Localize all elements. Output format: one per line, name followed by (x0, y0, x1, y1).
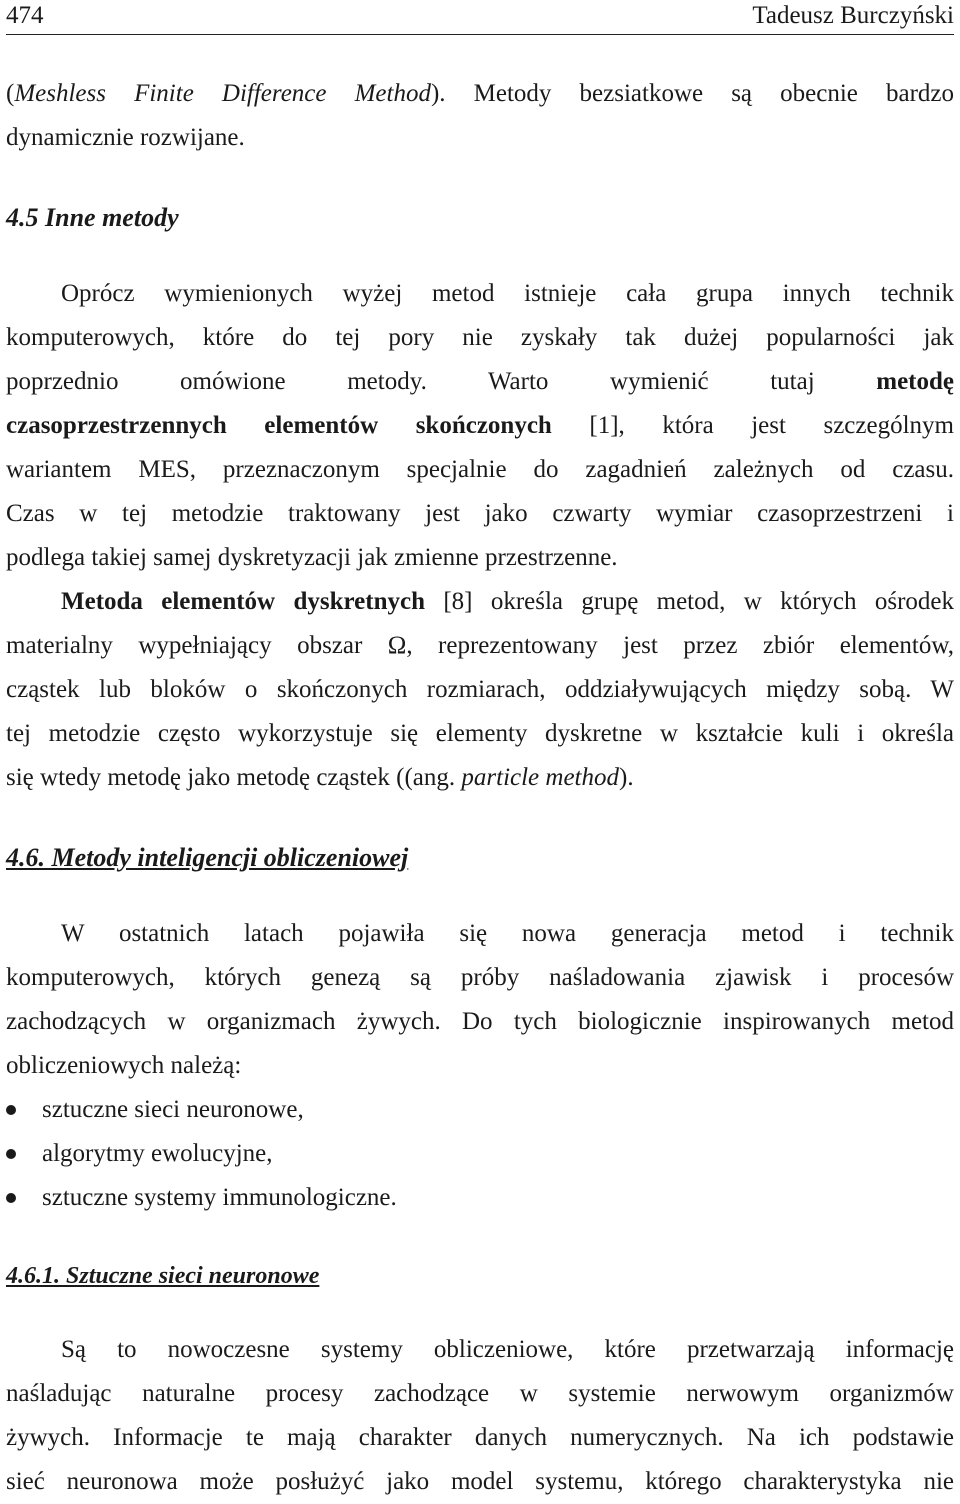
text-line: poprzednio omówione metody. Warto wymienić tutaj metodę (6, 368, 955, 395)
section-4-5-paragraph-2 (6, 580, 954, 800)
intro-paragraph (6, 72, 954, 160)
section-title: 4.5 Inne metody (6, 203, 179, 232)
list-item: sztuczne sieci neuronowe, (6, 1088, 954, 1132)
text-line: Oprócz wymienionych wyżej metod istnieje cała grupa innych technik (61, 280, 954, 307)
section-4-5-paragraph-1 (6, 272, 954, 580)
text-line: W ostatnich latach pojawiła się nowa generacja metod i technik (61, 920, 954, 947)
text-line: naśladując naturalne procesy zachodzące w systemie nerwowym organizmów (6, 1380, 954, 1407)
text-line: cząstek lub bloków o skończonych rozmiarach, oddziaływujących między sobą. W (6, 676, 954, 703)
method-name-italic: Meshless Finite Difference Method (14, 80, 431, 107)
text-line: materialny wypełniający obszar Ω, reprezentowany jest przez zbiór elementów, (6, 632, 954, 659)
bullet-icon (6, 1149, 16, 1159)
bold-term: metodę (876, 368, 955, 395)
section-heading-4-6 (6, 838, 954, 878)
text-line: obliczeniowych należą: (6, 1052, 242, 1079)
text-line: tej metodzie często wykorzystuje się elementy dyskretne w kształcie kuli i określa (6, 720, 954, 747)
text-line: się wtedy metodę jako metodę cząstek ((ang. particle method). (6, 764, 634, 791)
text-line: (Meshless Finite Difference Method). Metody bezsiatkowe są obecnie bardzo (6, 80, 954, 107)
section-4-6-paragraph-1 (6, 912, 954, 1088)
running-header (6, 0, 954, 35)
section-4-6-1-paragraph-1 (6, 1328, 954, 1504)
section-heading-4-5 (6, 198, 954, 238)
bold-term: czasoprzestrzennych elementów skończonych (6, 412, 552, 439)
text-line: czasoprzestrzennych elementów skończonych [1], która jest szczególnym (6, 412, 954, 439)
bullet-icon (6, 1193, 16, 1203)
text-line: Czas w tej metodzie traktowany jest jako czwarty wymiar czasoprzestrzeni i (6, 500, 954, 527)
bullet-list (6, 1088, 954, 1220)
page-number: 474 (6, 2, 44, 29)
bullet-icon (6, 1105, 16, 1115)
text-line: sieć neuronowa może posłużyć jako model systemu, którego charakterystyka nie (6, 1468, 954, 1495)
text-line: komputerowych, które do tej pory nie zyskały tak dużej popularności jak (6, 324, 954, 351)
text-line: wariantem MES, przeznaczonym specjalnie do zagadnień zależnych od czasu. (6, 456, 954, 483)
running-header-author: Tadeusz Burczyński (752, 2, 954, 29)
text-line: komputerowych, których genezą są próby naśladowania zjawisk i procesów (6, 964, 954, 991)
section-heading-4-6-1 (6, 1256, 954, 1296)
text-line: Są to nowoczesne systemy obliczeniowe, które przetwarzają informację (61, 1336, 954, 1363)
text-line: podlega takiej samej dyskretyzacji jak zmienne przestrzenne. (6, 544, 618, 571)
list-item: algorytmy ewolucyjne, (6, 1132, 954, 1176)
text-line: zachodzących w organizmach żywych. Do tych biologicznie inspirowanych metod (6, 1008, 954, 1035)
text-line: dynamicznie rozwijane. (6, 124, 245, 151)
text-line: Metoda elementów dyskretnych [8] określa grupę metod, w których ośrodek (61, 588, 954, 615)
bold-term: Metoda elementów dyskretnych (61, 588, 425, 615)
subsection-title: 4.6.1. Sztuczne sieci neuronowe (6, 1263, 320, 1289)
text-line: żywych. Informacje te mają charakter danych numerycznych. Na ich podstawie (6, 1424, 954, 1451)
list-item: sztuczne systemy immunologiczne. (6, 1176, 954, 1220)
section-title: 4.6. Metody inteligencji obliczeniowej (6, 843, 409, 872)
italic-term: particle method (461, 764, 619, 791)
